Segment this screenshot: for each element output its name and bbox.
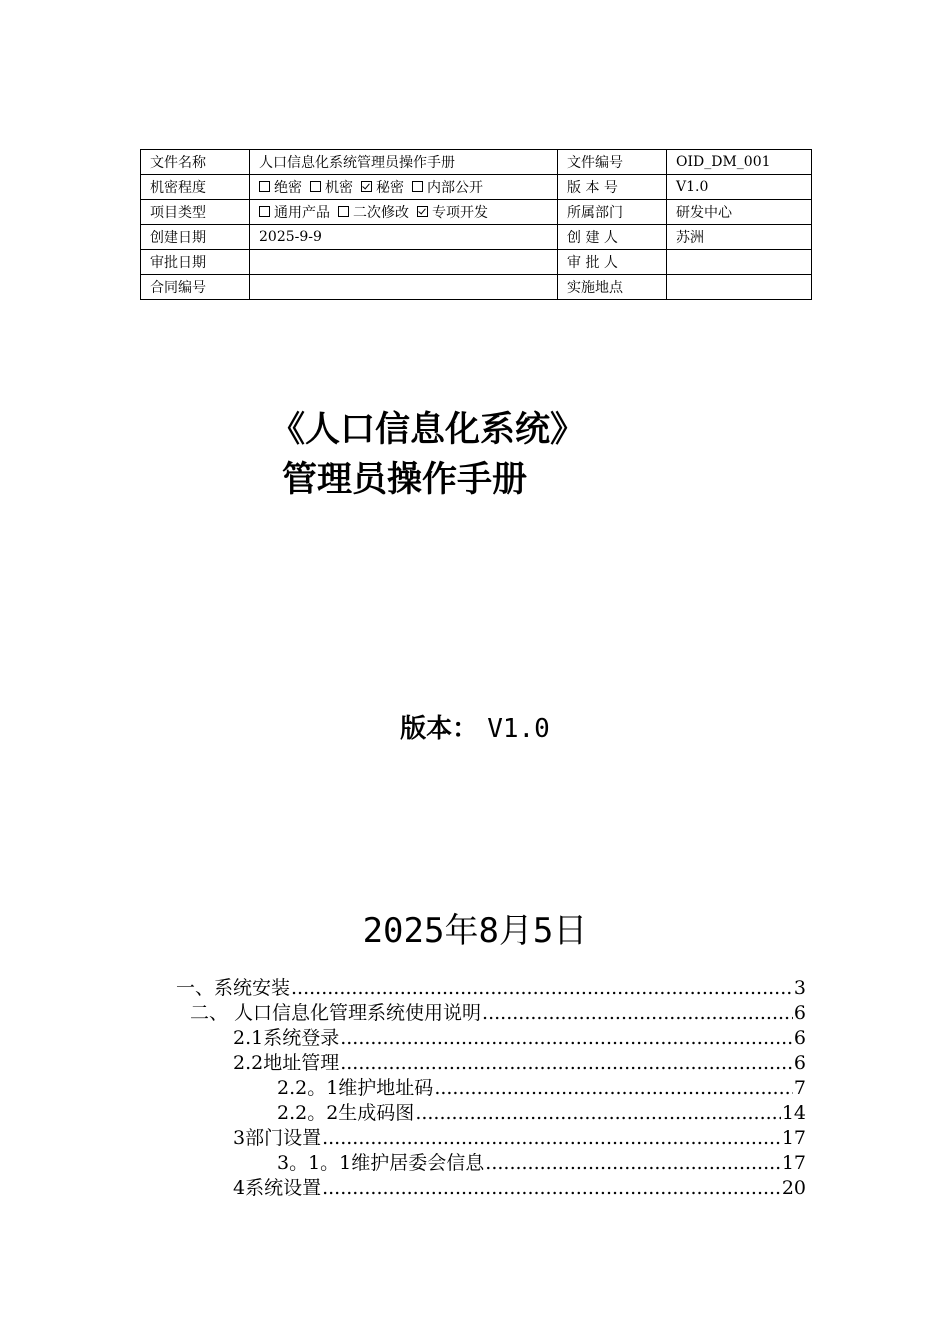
- field-value: V1.0: [667, 175, 812, 200]
- checkbox-icon: [259, 181, 270, 192]
- toc-leader-dots: [340, 1051, 793, 1076]
- field-label: 文件名称: [141, 150, 250, 175]
- field-label: 审 批 人: [558, 250, 667, 275]
- checked-checkbox-icon: [361, 181, 372, 192]
- field-value: [250, 250, 558, 275]
- field-value: OID_DM_001: [667, 150, 812, 175]
- checkbox-option[interactable]: [259, 202, 330, 222]
- toc-entry-label: 2.2。1维护地址码: [277, 1077, 434, 1099]
- field-label: 项目类型: [141, 200, 250, 225]
- toc-leader-dots: [482, 1001, 793, 1026]
- field-label: 版 本 号: [558, 175, 667, 200]
- document-info-table: [140, 149, 812, 300]
- field-label: 所属部门: [558, 200, 667, 225]
- checkbox-label: 内部公开: [427, 180, 483, 196]
- version-value: V1.0: [487, 714, 550, 744]
- checkbox-label: 二次修改: [353, 205, 409, 221]
- toc-entry-label: 3。1。1维护居委会信息: [277, 1152, 485, 1174]
- toc-entry-label: 二、 人口信息化管理系统使用说明: [190, 1002, 482, 1024]
- field-value: [250, 275, 558, 300]
- toc-page-number: 20: [781, 1177, 806, 1199]
- toc-page-number: 3: [793, 977, 806, 999]
- field-value: [667, 275, 812, 300]
- field-value: [667, 250, 812, 275]
- toc-entry-label: 3部门设置: [233, 1127, 322, 1149]
- toc-entry[interactable]: [233, 1026, 806, 1051]
- title-line-1: 《人口信息化系统》: [270, 410, 586, 450]
- checkbox-label: 专项开发: [432, 205, 488, 221]
- field-value: 2025-9-9: [250, 225, 558, 250]
- toc-entry-label: 2.2地址管理: [233, 1052, 340, 1074]
- project-type-options: [250, 200, 558, 225]
- toc-page-number: 6: [793, 1052, 806, 1074]
- toc-entry[interactable]: [176, 976, 806, 1001]
- table-row: [141, 200, 812, 225]
- toc-entry[interactable]: [233, 1051, 806, 1076]
- toc-entry[interactable]: [277, 1076, 806, 1101]
- field-label: 合同编号: [141, 275, 250, 300]
- table-row: [141, 175, 812, 200]
- field-label: 实施地点: [558, 275, 667, 300]
- field-value: 研发中心: [667, 200, 812, 225]
- toc-leader-dots: [485, 1151, 781, 1176]
- toc-entry[interactable]: [233, 1176, 806, 1201]
- toc-page-number: 6: [793, 1027, 806, 1049]
- field-label: 文件编号: [558, 150, 667, 175]
- title-line-2: 管理员操作手册: [282, 460, 528, 500]
- toc-leader-dots: [434, 1076, 793, 1101]
- document-title: [270, 405, 585, 505]
- field-label: 机密程度: [141, 175, 250, 200]
- toc-page-number: 6: [793, 1002, 806, 1024]
- table-row: [141, 225, 812, 250]
- checked-checkbox-icon: [417, 206, 428, 217]
- checkbox-label: 通用产品: [274, 205, 330, 221]
- toc-entry[interactable]: [233, 1126, 806, 1151]
- toc-page-number: 17: [781, 1127, 806, 1149]
- field-label: 审批日期: [141, 250, 250, 275]
- checkbox-label: 机密: [325, 180, 353, 196]
- table-row: [141, 150, 812, 175]
- table-row: [141, 275, 812, 300]
- toc-entry[interactable]: [277, 1101, 806, 1126]
- field-value: 人口信息化系统管理员操作手册: [250, 150, 558, 175]
- checkbox-option[interactable]: [338, 202, 409, 222]
- toc-leader-dots: [415, 1101, 781, 1126]
- field-label: 创建日期: [141, 225, 250, 250]
- checkbox-option[interactable]: [259, 177, 302, 197]
- checkbox-option[interactable]: [412, 177, 483, 197]
- version-line: [0, 708, 950, 745]
- toc-entry-label: 2.1系统登录: [233, 1027, 340, 1049]
- toc-leader-dots: [322, 1126, 781, 1151]
- field-value: 苏洲: [667, 225, 812, 250]
- document-date: 2025年8月5日: [362, 911, 588, 951]
- table-row: [141, 250, 812, 275]
- checkbox-option[interactable]: [361, 177, 404, 197]
- toc-entry-label: 4系统设置: [233, 1177, 322, 1199]
- checkbox-option[interactable]: [310, 177, 353, 197]
- toc-leader-dots: [340, 1026, 793, 1051]
- toc-leader-dots: [322, 1176, 781, 1201]
- toc-page-number: 14: [781, 1102, 806, 1124]
- confidentiality-options: [250, 175, 558, 200]
- version-label: 版本：: [400, 714, 479, 744]
- checkbox-option[interactable]: [417, 202, 488, 222]
- checkbox-icon: [310, 181, 321, 192]
- toc-entry-label: 2.2。2生成码图: [277, 1102, 415, 1124]
- toc-page-number: 17: [781, 1152, 806, 1174]
- toc-leader-dots: [291, 976, 793, 1001]
- toc-page-number: 7: [793, 1077, 806, 1099]
- field-label: 创 建 人: [558, 225, 667, 250]
- checkbox-label: 绝密: [274, 180, 302, 196]
- checkbox-icon: [412, 181, 423, 192]
- checkbox-label: 秘密: [376, 180, 404, 196]
- checkbox-icon: [259, 206, 270, 217]
- toc-entry[interactable]: [190, 1001, 806, 1026]
- toc-entry[interactable]: [277, 1151, 806, 1176]
- checkbox-icon: [338, 206, 349, 217]
- toc-entry-label: 一、系统安装: [176, 977, 291, 999]
